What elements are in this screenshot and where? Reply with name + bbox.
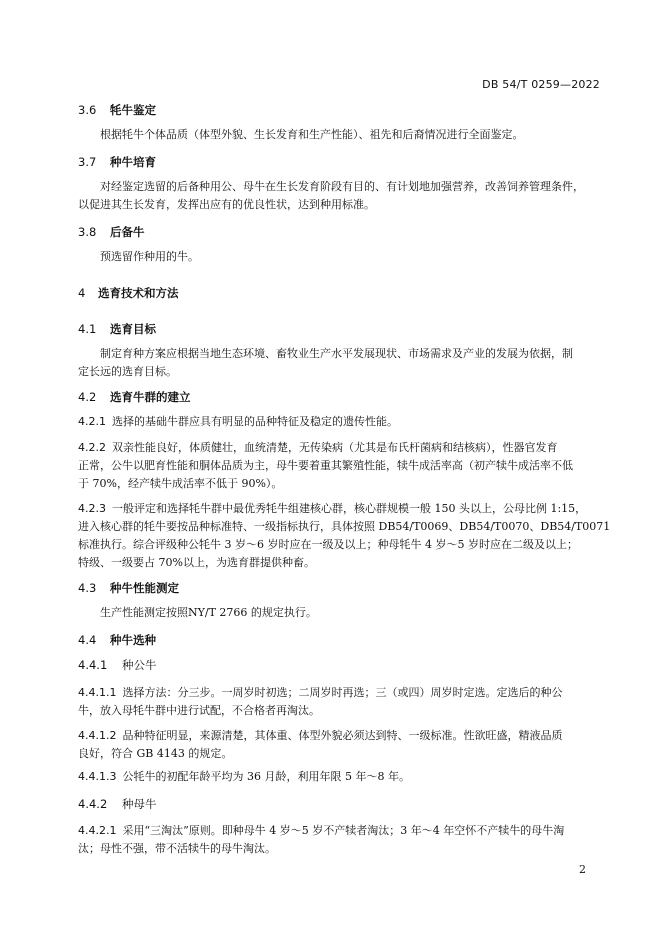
section-heading-4-3 [78, 580, 179, 596]
paragraph-line: 特级、一级要占 70%以上，为选育群提供种畜。 [78, 556, 315, 569]
section-title: 选育技术和方法 [98, 286, 179, 300]
section-title: 种母牛 [122, 797, 157, 811]
section-heading-3-8 [78, 224, 145, 240]
paragraph-line: 以促进其生长发育，发挥出应有的优良性状，达到种用标准。 [78, 198, 375, 211]
section-number: 4.3 [78, 581, 97, 595]
section-heading-4-4-1 [78, 657, 157, 673]
paragraph-line: 采用“三淘汰”原则。即种母牛 4 岁～5 岁不产犊者淘汰；3 年～4 年空怀不产犊牛的母牛淘 [122, 824, 565, 837]
paragraph-line: 定长远的选育目标。 [78, 365, 177, 378]
section-title: 种牛性能测定 [110, 581, 179, 595]
paragraph-line: 制定育种方案应根据当地生态环境、畜牧业生产水平发展现状、市场需求及产业的发展为依据，制 [100, 347, 573, 360]
section-title: 种公牛 [122, 658, 157, 672]
clause-number: 4.4.2.1 [78, 824, 117, 837]
section-title: 后备牛 [110, 225, 145, 239]
paragraph-line: 牛，放入母牦牛群中进行试配，不合格者再淘汰。 [78, 704, 320, 717]
paragraph-line: 对经鉴定选留的后备种用公、母牛在生长发育阶段有目的、有计划地加强营养，改善饲养管理条件， [100, 180, 584, 193]
paragraph-4-4-1-1 [78, 684, 596, 720]
paragraph-4-2-1 [78, 413, 596, 431]
paragraph-line: 进入核心群的牦牛要按品种标准特、一级指标执行，具体按照 DB54/T0069、DB54/T0070、DB54/T0071 [78, 520, 611, 533]
section-heading-3-7 [78, 154, 156, 170]
clause-number: 4.2.2 [78, 441, 106, 454]
clause-text: 公牦牛的初配年龄平均为 36 月龄，利用年限 5 年～8 年。 [122, 770, 410, 783]
paragraph-3-7 [78, 178, 596, 214]
section-number: 3.8 [78, 225, 97, 239]
section-number: 4.1 [78, 322, 97, 336]
section-number: 3.6 [78, 103, 97, 117]
section-heading-4-4-2 [78, 796, 157, 812]
paragraph-4-4-1-2 [78, 727, 596, 763]
paragraph-4-2-3 [78, 500, 611, 572]
section-number: 4.4.2 [78, 797, 108, 811]
paragraph-4-2-2 [78, 439, 596, 493]
paragraph-line: 一般评定和选择牦牛群中最优秀牦牛组建核心群，核心群规模一般 150 头以上，公母比例 1:15， [112, 502, 587, 515]
paragraph-line: 标准执行。综合评级种公牦牛 3 岁～6 岁时应在一级及以上；种母牦牛 4 岁～5 岁时应在二级及以上； [78, 538, 578, 551]
section-number: 4.2 [78, 390, 97, 404]
paragraph-line: 正常，公牛以肥育性能和胴体品质为主，母牛要着重其繁殖性能，犊牛成活率高（初产犊牛成活率不低 [78, 459, 573, 472]
section-title: 选育牛群的建立 [110, 390, 191, 404]
paragraph-line: 双亲性能良好，体质健壮，血统清楚，无传染病（尤其是布氏杆菌病和结核病），性器官发育 [112, 441, 558, 454]
section-title: 牦牛鉴定 [110, 103, 156, 117]
chapter-heading-4 [78, 285, 179, 301]
document-code-header: DB 54/T 0259—2022 [482, 78, 600, 91]
clause-number: 4.2.1 [78, 415, 106, 428]
page-number: 2 [579, 863, 586, 876]
paragraph-4-4-1-3 [78, 768, 596, 786]
section-number: 4.4 [78, 633, 97, 647]
paragraph-4-4-2-1 [78, 822, 596, 858]
paragraph-4-3: 生产性能测定按照NY/T 2766 的规定执行。 [100, 606, 317, 619]
section-title: 种牛培育 [110, 155, 156, 169]
section-heading-3-6 [78, 102, 156, 118]
section-number: 3.7 [78, 155, 97, 169]
paragraph-3-6: 根据牦牛个体品质（体型外貌、生长发育和生产性能）、祖先和后裔情况进行全面鉴定。 [100, 128, 524, 141]
paragraph-line: 良好，符合 GB 4143 的规定。 [78, 747, 233, 760]
clause-text: 选择的基础牛群应具有明显的品种特征及稳定的遗传性能。 [112, 415, 398, 428]
clause-number: 4.4.1.2 [78, 729, 117, 742]
section-number: 4.4.1 [78, 658, 108, 672]
clause-number: 4.2.3 [78, 502, 106, 515]
section-heading-4-1 [78, 321, 156, 337]
paragraph-line: 品种特征明显，来源清楚，其体重、体型外貌必须达到特、一级标准。性欲旺盛，精液品质 [122, 729, 563, 742]
paragraph-line: 选择方法：分三步。一周岁时初选；二周岁时再选；三（或四）周岁时定选。定选后的种公 [122, 686, 563, 699]
paragraph-3-8: 预选留作种用的牛。 [100, 250, 199, 263]
clause-number: 4.4.1.3 [78, 770, 117, 783]
paragraph-line: 于 70%，经产犊牛成活率不低于 90%）。 [78, 477, 283, 490]
clause-number: 4.4.1.1 [78, 686, 117, 699]
section-title: 种牛选种 [110, 633, 156, 647]
paragraph-4-1 [78, 345, 596, 381]
section-heading-4-4 [78, 632, 156, 648]
section-title: 选育目标 [110, 322, 156, 336]
paragraph-line: 汰；母性不强，带不活犊牛的母牛淘汰。 [78, 842, 276, 855]
section-number: 4 [78, 286, 86, 300]
section-heading-4-2 [78, 389, 191, 405]
